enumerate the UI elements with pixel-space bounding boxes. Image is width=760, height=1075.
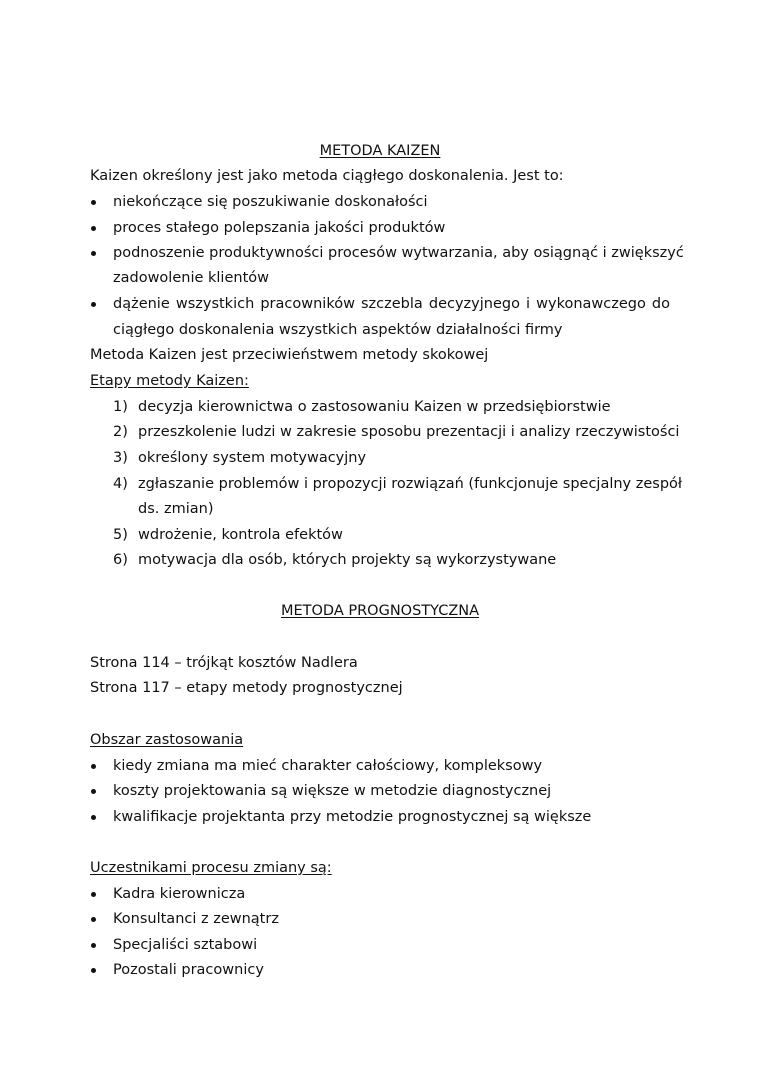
stage-number: 6): [113, 552, 128, 568]
scope-item: kwalifikacje projektanta przy metodzie prognostycznej są większe: [113, 809, 592, 825]
scope-heading: Obszar zastosowania: [90, 732, 244, 748]
stages-heading: Etapy metody Kaizen:: [90, 373, 249, 389]
bullet-icon: [90, 935, 104, 955]
stage-text: motywacja dla osób, których projekty są wykorzystywane: [138, 552, 557, 568]
kaizen-intro: Kaizen określony jest jako metoda ciągłego doskonalenia. Jest to:: [90, 168, 564, 184]
stage-text: wdrożenie, kontrola efektów: [138, 527, 343, 543]
kaizen-bullet: dążenie wszystkich pracowników szczebla decyzyjnego i wykonawczego do: [113, 296, 670, 312]
kaizen-bullet: proces stałego polepszania jakości produktów: [113, 220, 446, 236]
prognostic-title: METODA PROGNOSTYCZNA: [280, 603, 480, 619]
kaizen-contrast: Metoda Kaizen jest przeciwieństwem metody skokowej: [90, 347, 489, 363]
kaizen-bullet: podnoszenie produktywności procesów wytwarzania, aby osiągnąć i zwiększyć: [113, 245, 684, 261]
scope-item: kiedy zmiana ma mieć charakter całościowy, kompleksowy: [113, 758, 543, 774]
bullet-icon: [90, 294, 104, 314]
bullet-icon: [90, 756, 104, 776]
stage-text: decyzja kierownictwa o zastosowaniu Kaizen w przedsiębiorstwie: [138, 399, 611, 415]
participant-item: Kadra kierownicza: [113, 886, 246, 902]
stage-number: 3): [113, 450, 128, 466]
bullet-icon: [90, 807, 104, 827]
stage-text: przeszkolenie ludzi w zakresie sposobu prezentacji i analizy rzeczywistości: [138, 424, 680, 440]
bullet-icon: [90, 884, 104, 904]
participants-heading: Uczestnikami procesu zmiany są:: [90, 860, 332, 876]
stage-number: 5): [113, 527, 128, 543]
bullet-icon: [90, 909, 104, 929]
scope-item: koszty projektowania są większe w metodzie diagnostycznej: [113, 783, 552, 799]
bullet-icon: [90, 781, 104, 801]
stage-text: zgłaszanie problemów i propozycji rozwiązań (funkcjonuje specjalny zespół: [138, 476, 683, 492]
stage-number: 1): [113, 399, 128, 415]
participant-item: Pozostali pracownicy: [113, 962, 264, 978]
stage-text: określony system motywacyjny: [138, 450, 367, 466]
page-reference: Strona 117 – etapy metody prognostycznej: [90, 680, 403, 696]
page-reference: Strona 114 – trójkąt kosztów Nadlera: [90, 655, 358, 671]
bullet-icon: [90, 960, 104, 980]
kaizen-bullet-continuation: zadowolenie klientów: [113, 270, 269, 286]
kaizen-bullet: niekończące się poszukiwanie doskonałości: [113, 194, 428, 210]
kaizen-bullet-continuation: ciągłego doskonalenia wszystkich aspektów działalności firmy: [113, 322, 563, 338]
participant-item: Konsultanci z zewnątrz: [113, 911, 279, 927]
bullet-icon: [90, 243, 104, 263]
bullet-icon: [90, 192, 104, 212]
stage-number: 2): [113, 424, 128, 440]
stage-text-continuation: ds. zmian): [138, 501, 214, 517]
participant-item: Specjaliści sztabowi: [113, 937, 258, 953]
bullet-icon: [90, 218, 104, 238]
kaizen-title: METODA KAIZEN: [319, 143, 441, 159]
stage-number: 4): [113, 476, 128, 492]
